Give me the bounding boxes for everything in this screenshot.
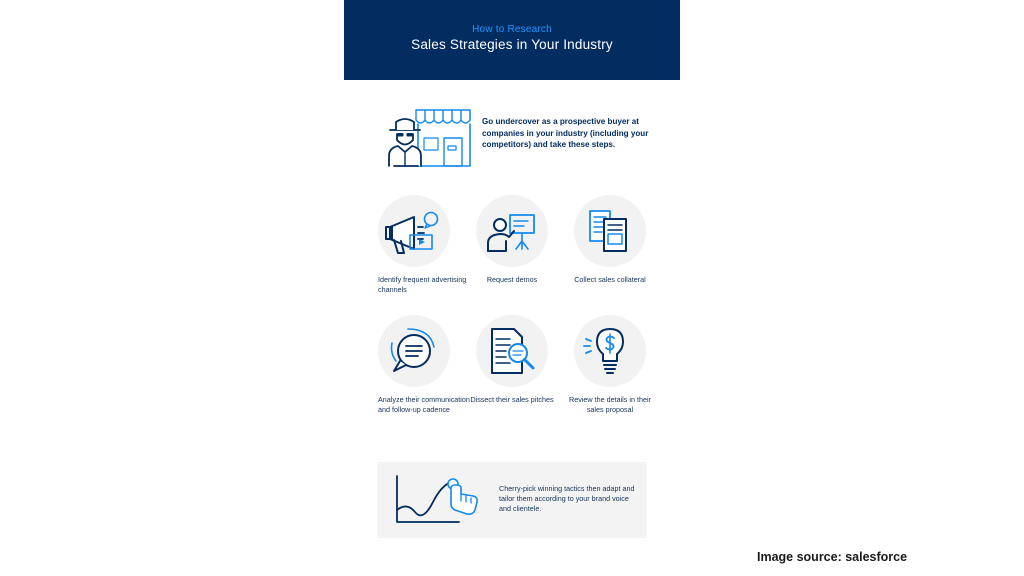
- header-banner: [344, 0, 680, 80]
- step-icon-circle: [378, 315, 450, 387]
- step-icon-circle: [574, 315, 646, 387]
- document-magnifier-icon: [476, 315, 548, 387]
- step-icon-circle: [378, 195, 450, 267]
- image-source-caption: Image source: salesforce: [757, 550, 908, 564]
- megaphone-icon: [378, 195, 450, 267]
- hero-text: Go undercover as a prospective buyer at companies in your industry (including your competitors) and take these steps.: [482, 117, 649, 150]
- step-icon-circle: [574, 195, 646, 267]
- step-label: Review the details in their sales proposal: [569, 395, 651, 414]
- step-label: Dissect their sales pitches: [470, 395, 554, 404]
- step-icon-circle: [476, 195, 548, 267]
- infographic: [344, 0, 680, 576]
- header-kicker: How to Research: [472, 24, 552, 35]
- step-label: Request demos: [486, 275, 538, 284]
- undercover-shopper-storefront-icon: [386, 106, 472, 170]
- documents-icon: [574, 195, 646, 267]
- step-label: Collect sales collateral: [574, 275, 646, 284]
- step-label: Identify frequent advertising channels: [378, 275, 467, 294]
- footer-text: Cherry-pick winning tactics then adapt and tailor them according to your brand voice and clientele.: [499, 484, 635, 514]
- footer-callout: [377, 462, 647, 538]
- presenter-icon: [476, 195, 548, 267]
- lightbulb-dollar-icon: [574, 315, 646, 387]
- chat-bubble-icon: [378, 315, 450, 387]
- header-title: Sales Strategies in Your Industry: [411, 37, 613, 52]
- step-icon-circle: [476, 315, 548, 387]
- chart-pointer-hand-icon: [389, 470, 489, 530]
- step-label: Analyze their communication and follow-up cadence: [378, 395, 470, 414]
